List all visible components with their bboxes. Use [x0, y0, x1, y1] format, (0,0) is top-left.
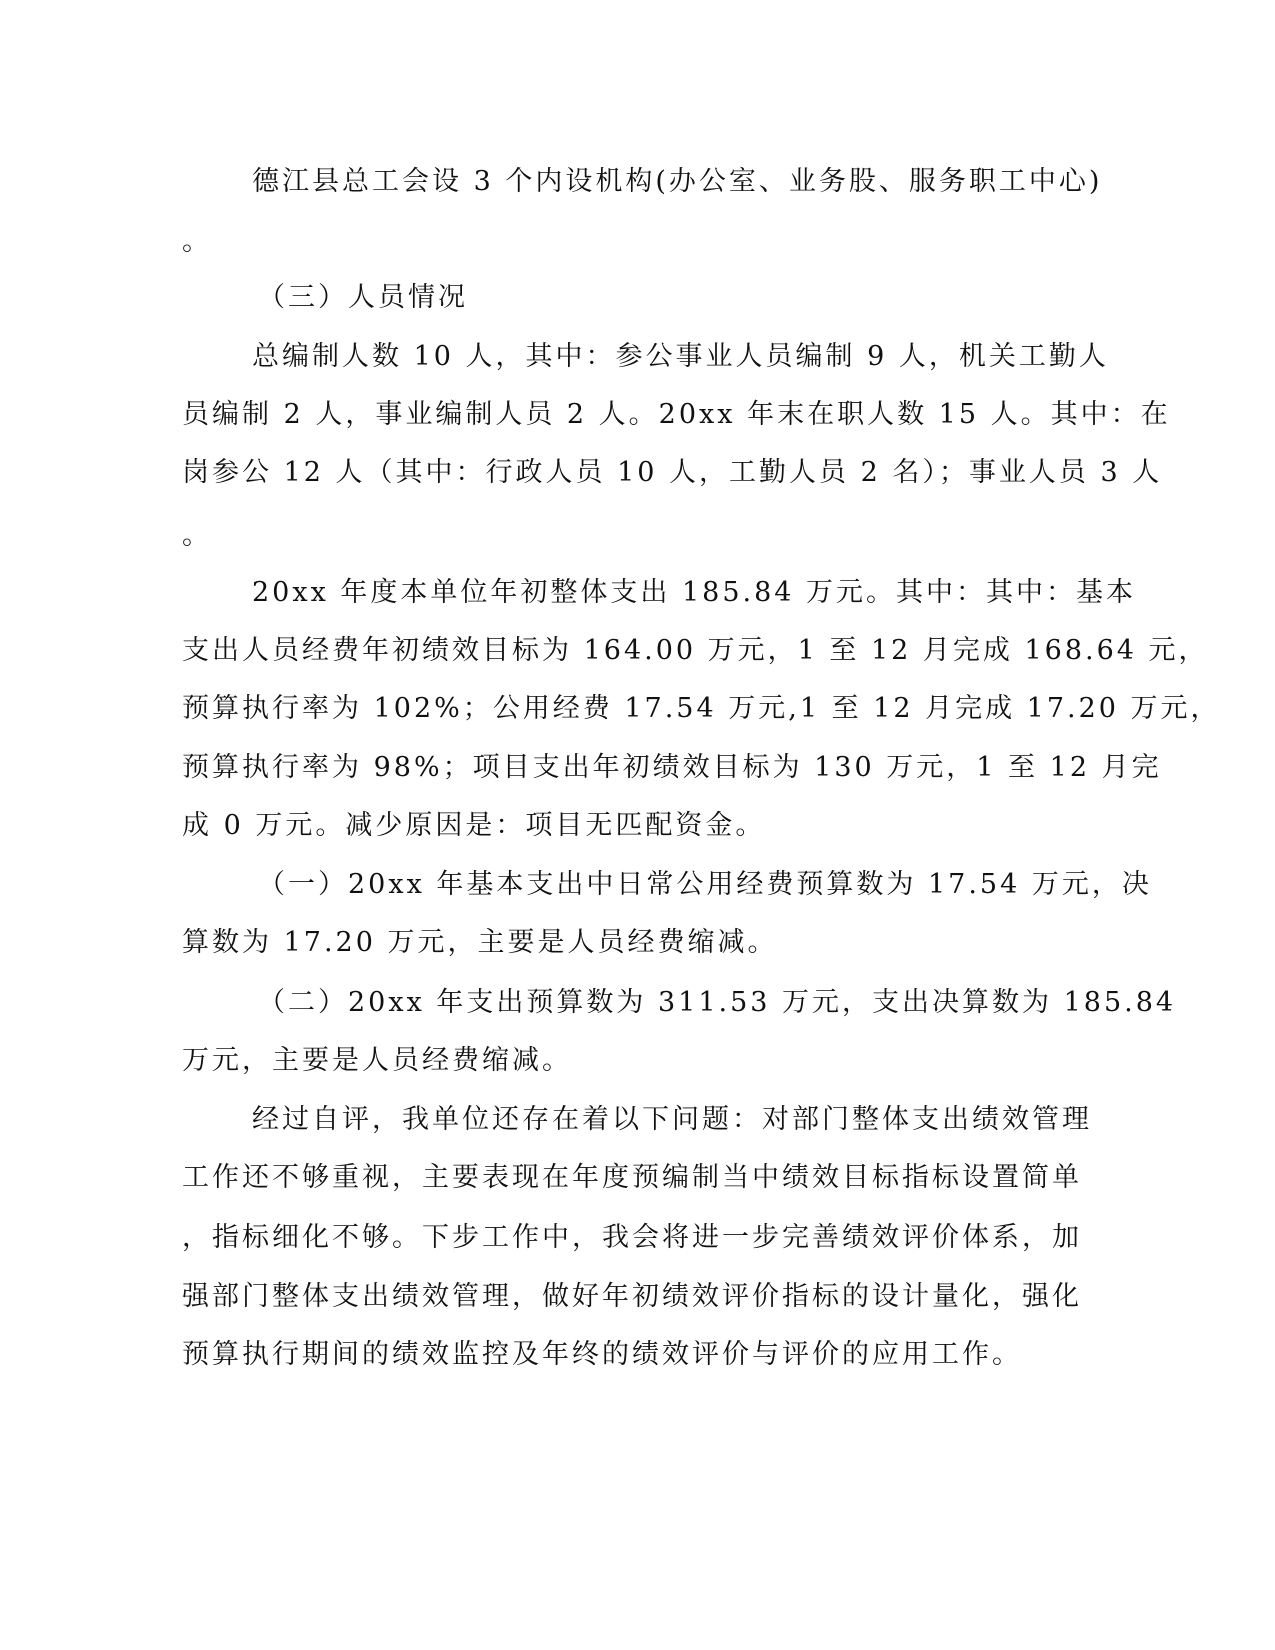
text-line: 预算执行期间的绩效监控及年终的绩效评价与评价的应用工作。	[182, 1339, 1022, 1370]
text-line: 德江县总工会设 3 个内设机构(办公室、业务股、服务职工中心)	[252, 166, 1103, 197]
text-line: 。	[182, 226, 212, 257]
text-line: 强部门整体支出绩效管理，做好年初绩效评价指标的设计量化，强化	[182, 1281, 1082, 1312]
text-line: ，指标细化不够。下步工作中，我会将进一步完善绩效评价体系，加	[182, 1222, 1082, 1253]
text-line: 总编制人数 10 人，其中：参公事业人员编制 9 人，机关工勤人	[252, 341, 1109, 372]
text-line: 工作还不够重视，主要表现在年度预编制当中绩效目标指标设置简单	[182, 1162, 1082, 1193]
text-line: 。	[182, 520, 212, 551]
text-line: 预算执行率为 102%；公用经费 17.54 万元,1 至 12 月完成 17.20 万元，	[182, 693, 1221, 724]
text-line: 支出人员经费年初绩效目标为 164.00 万元，1 至 12 月完成 168.64 元，	[182, 635, 1209, 666]
text-line: 岗参公 12 人（其中：行政人员 10 人，工勤人员 2 名）；事业人员 3 人	[182, 457, 1163, 488]
text-line: 20xx 年度本单位年初整体支出 185.84 万元。其中：其中：基本	[252, 577, 1137, 608]
text-line: （一）20xx 年基本支出中日常公用经费预算数为 17.54 万元，决	[258, 869, 1152, 900]
text-line: 成 0 万元。减少原因是：项目无匹配资金。	[182, 810, 766, 841]
text-line: （二）20xx 年支出预算数为 311.53 万元，支出决算数为 185.84	[258, 987, 1177, 1018]
text-line: 万元，主要是人员经费缩减。	[182, 1045, 572, 1076]
text-line: 经过自评，我单位还存在着以下问题：对部门整体支出绩效管理	[252, 1104, 1092, 1135]
text-line: 员编制 2 人，事业编制人员 2 人。20xx 年末在职人数 15 人。其中：在	[182, 399, 1171, 430]
text-line: 算数为 17.20 万元，主要是人员经费缩减。	[182, 927, 778, 958]
text-line: 预算执行率为 98%；项目支出年初绩效目标为 130 万元，1 至 12 月完	[182, 752, 1162, 783]
section-heading: （三）人员情况	[258, 282, 468, 313]
